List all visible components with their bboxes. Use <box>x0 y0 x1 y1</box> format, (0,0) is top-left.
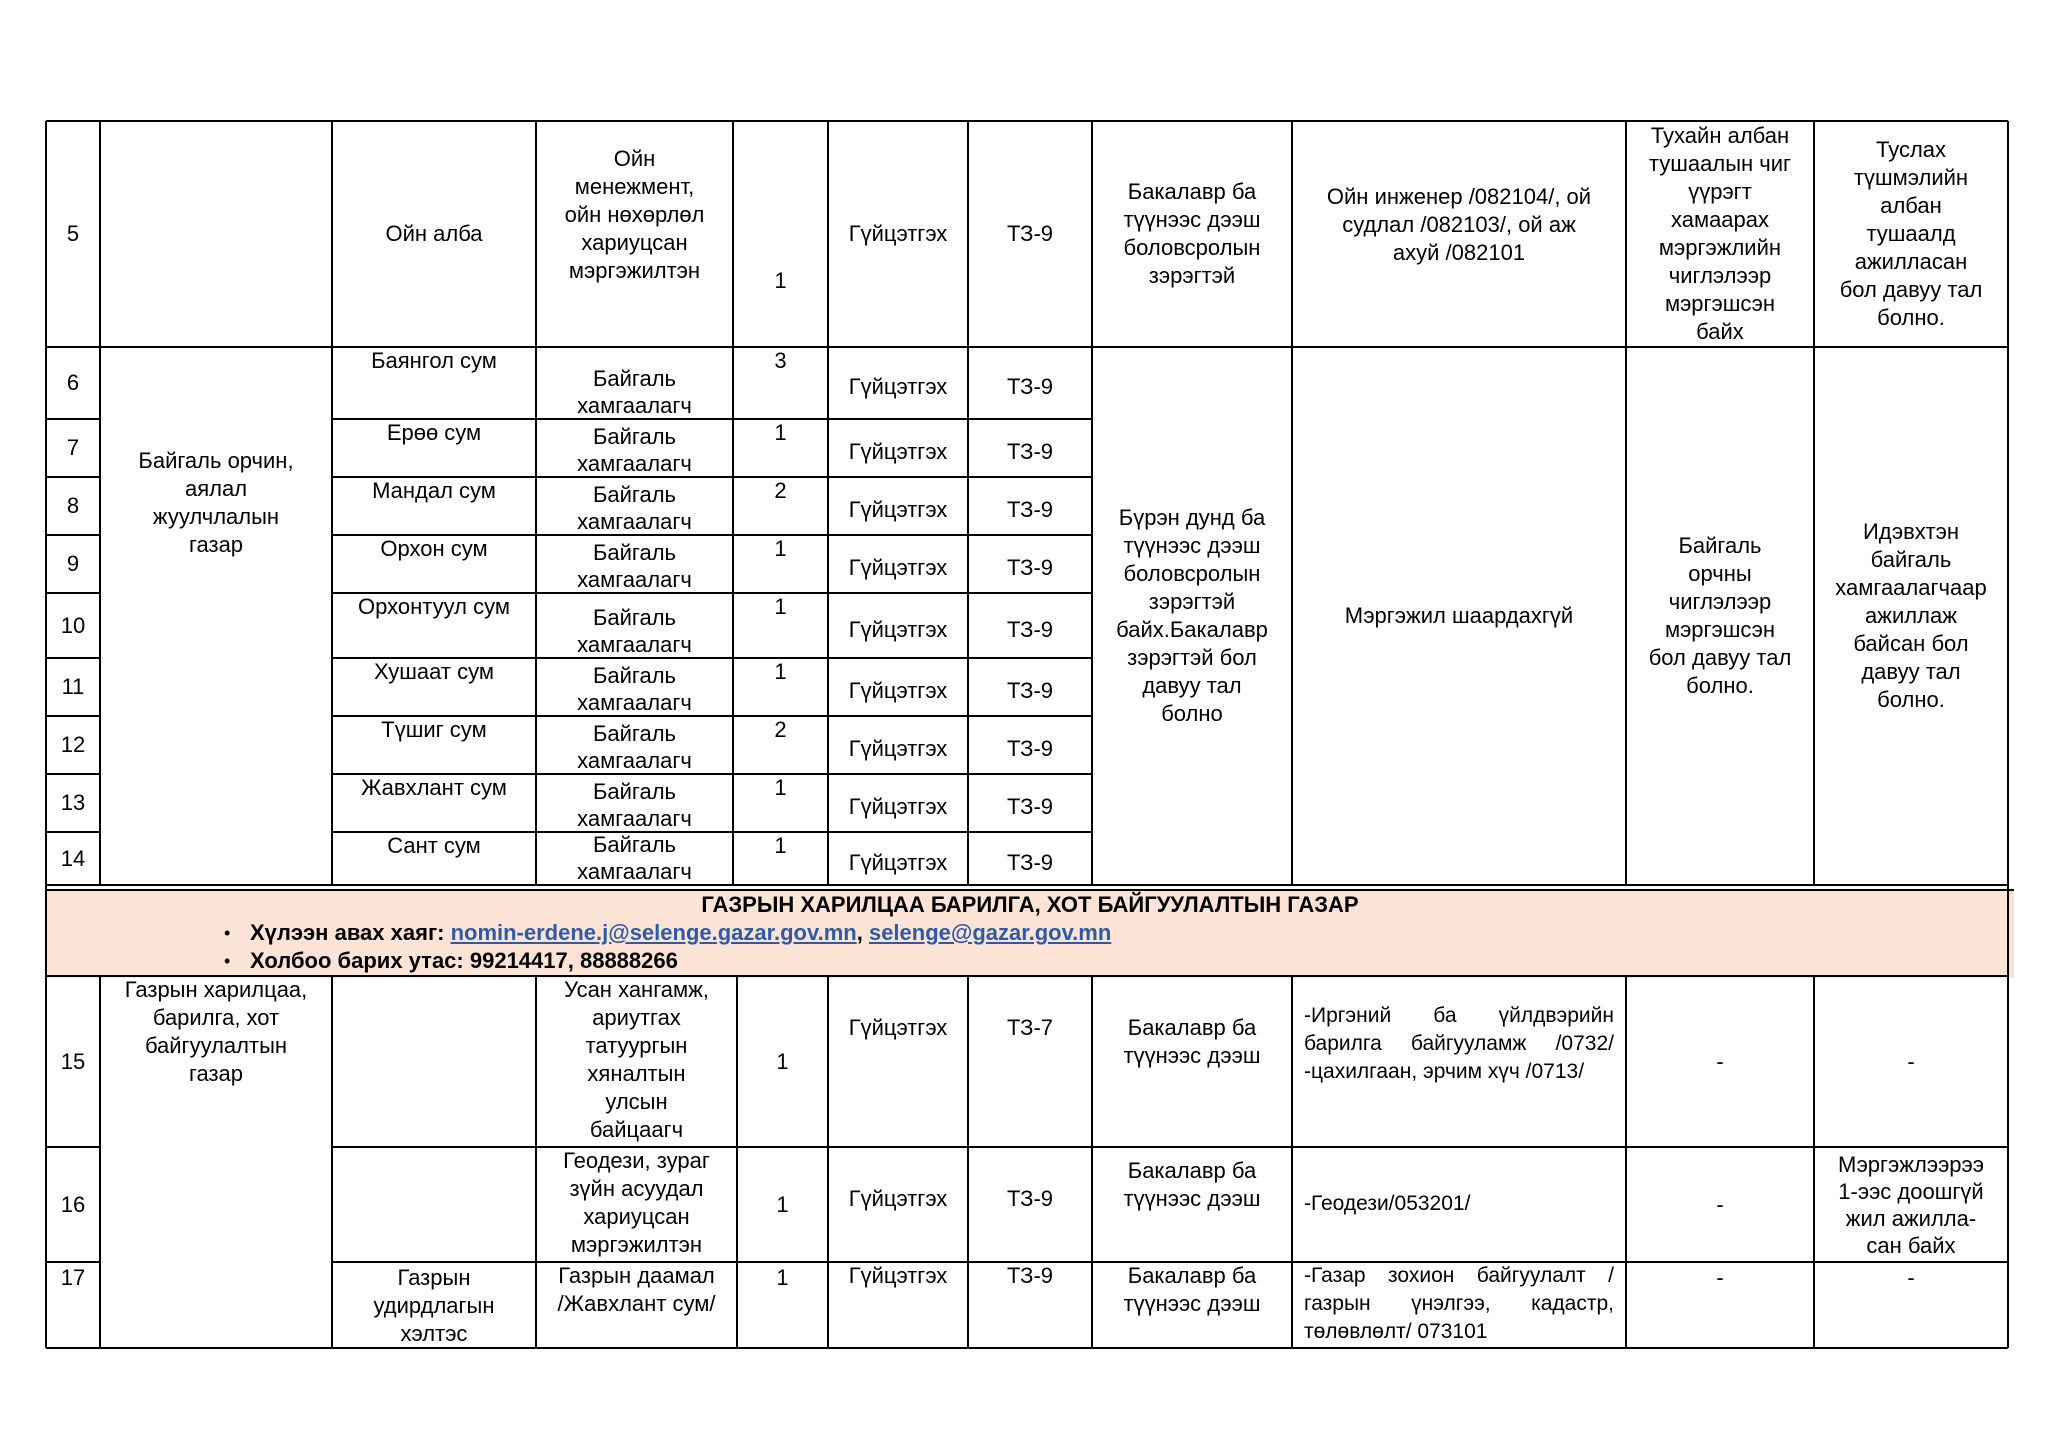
unit-name: Сант сум <box>387 833 481 858</box>
unit-name: Ойн алба <box>385 221 483 246</box>
department-name: Байгаль орчин, аялал жуулчлалын газар <box>138 448 294 557</box>
position-count: 1 <box>774 659 787 684</box>
row-number: 5 <box>66 221 80 246</box>
experience-requirement: - <box>1716 1265 1724 1290</box>
position-rank: ТЗ-9 <box>1006 555 1054 580</box>
unit-name: Баянгол сум <box>371 348 497 373</box>
position-title: Газрын даамал /Жавхлант сум/ <box>557 1263 716 1316</box>
other-requirement: Туслах түшмэлийн албан тушаалд ажилласан бол давуу тал болно. <box>1839 137 1983 330</box>
other-requirement: Мэргэжлээрээ 1-ээс доошгүй жил ажилла- сан байх <box>1838 1151 1984 1258</box>
position-rank: ТЗ-9 <box>1006 616 1054 642</box>
position-count: 1 <box>774 833 787 858</box>
profession-requirement: -Иргэний ба үйлдвэрийн барилга байгууламж /0732/ -цахилгаан, эрчим хүч /0713/ <box>1304 1004 1614 1083</box>
bullet-icon: • <box>224 951 231 971</box>
email-link-secondary[interactable]: selenge@gazar.gov.mn <box>868 920 1112 945</box>
position-count: 1 <box>774 536 787 561</box>
position-count: 3 <box>774 348 787 373</box>
position-type: Гүйцэтгэх <box>848 497 948 522</box>
row-number: 10 <box>60 612 86 638</box>
education-requirement: Бүрэн дунд ба түүнээс дээш боловсролын зэрэгтэй байх.Бакалавр зэрэгтэй бол давуу тал болно <box>1116 505 1268 726</box>
position-count: 1 <box>774 594 787 619</box>
position-title: Байгаль хамгаалагч <box>577 605 692 657</box>
position-title: Байгаль хамгаалагч <box>577 779 692 831</box>
position-type: Гүйцэтгэх <box>848 555 948 580</box>
row-number: 15 <box>60 1048 86 1074</box>
row-number: 16 <box>60 1191 86 1217</box>
unit-name: Хушаат сум <box>374 659 494 684</box>
education-requirement: Бакалавр ба түүнээс дээш <box>1123 1015 1261 1068</box>
position-rank: ТЗ-9 <box>1006 736 1054 761</box>
unit-name: Түшиг сум <box>381 717 487 742</box>
position-title: Байгаль хамгаалагч <box>577 832 692 884</box>
position-count: 2 <box>774 478 787 503</box>
education-requirement: Бакалавр ба түүнээс дээш боловсролын зэрэгтэй <box>1123 179 1261 288</box>
education-requirement: Бакалавр ба түүнээс дээш <box>1123 1263 1261 1316</box>
position-rank: ТЗ-7 <box>1006 1015 1054 1040</box>
row-number: 7 <box>66 435 80 460</box>
position-type: Гүйцэтгэх <box>848 616 948 642</box>
row-number: 6 <box>66 370 80 395</box>
position-rank: ТЗ-9 <box>1006 221 1054 246</box>
position-type: Гүйцэтгэх <box>848 849 948 875</box>
position-title: Байгаль хамгаалагч <box>577 663 692 715</box>
unit-name: Орхонтуул сум <box>358 594 510 619</box>
position-count: 1 <box>774 268 787 293</box>
position-rank: ТЗ-9 <box>1006 374 1054 399</box>
unit-name: Жавхлант сум <box>361 775 507 800</box>
position-title: Ойн менежмент, ойн нөхөрлөл хариуцсан мэргэжилтэн <box>564 146 705 283</box>
position-type: Гүйцэтгэх <box>848 1186 948 1211</box>
row-number: 11 <box>61 674 85 699</box>
profession-requirement: -Геодези/053201/ <box>1304 1191 1471 1215</box>
position-title: Байгаль хамгаалагч <box>577 482 692 534</box>
other-requirement: Идэвхтэн байгаль хамгаалагчаар ажиллаж байсан бол давуу тал болно. <box>1835 519 1987 712</box>
experience-requirement: - <box>1716 1048 1724 1074</box>
unit-name: Мандал сум <box>372 478 496 503</box>
position-rank: ТЗ-9 <box>1006 849 1054 875</box>
position-type: Гүйцэтгэх <box>848 439 948 464</box>
phone-line: Холбоо барих утас: 99214417, 88888266 <box>250 948 678 973</box>
position-count: 1 <box>776 1265 789 1290</box>
position-title: Усан хангамж, ариутгах татуургын хяналтын улсын байцаагч <box>564 977 709 1142</box>
position-count: 1 <box>776 1191 789 1217</box>
position-title: Байгаль хамгаалагч <box>577 540 692 592</box>
position-rank: ТЗ-9 <box>1006 439 1054 464</box>
education-requirement: Бакалавр ба түүнээс дээш <box>1123 1158 1261 1211</box>
unit-name: Газрын удирдлагын хэлтэс <box>373 1265 495 1346</box>
row-number: 12 <box>60 732 86 757</box>
profession-requirement: Ойн инженер /082104/, ой судлал /082103/, ой аж ахуй /082101 <box>1326 184 1592 265</box>
position-rank: ТЗ-9 <box>1006 1186 1054 1211</box>
bullet-icon: • <box>224 923 231 943</box>
position-type: Гүйцэтгэх <box>848 1263 948 1288</box>
position-rank: ТЗ-9 <box>1006 678 1054 703</box>
position-type: Гүйцэтгэх <box>848 374 948 399</box>
position-title: Геодези, зураг зүйн асуудал хариуцсан мэргэжилтэн <box>563 1148 710 1257</box>
address-label: Хүлээн авах хаяг: <box>250 920 445 945</box>
position-rank: ТЗ-9 <box>1006 794 1054 819</box>
row-number: 8 <box>66 493 80 518</box>
row-number: 13 <box>60 790 86 815</box>
position-type: Гүйцэтгэх <box>848 678 948 703</box>
position-title: Байгаль хамгаалагч <box>577 366 692 418</box>
profession-requirement: Мэргэжил шаардахгүй <box>1344 603 1574 628</box>
position-type: Гүйцэтгэх <box>848 736 948 761</box>
other-requirement: - <box>1907 1048 1915 1074</box>
section-title: ГАЗРЫН ХАРИЛЦАА БАРИЛГА, ХОТ БАЙГУУЛАЛТЫН ГАЗАР <box>701 892 1359 917</box>
other-requirement: - <box>1907 1265 1915 1290</box>
position-type: Гүйцэтгэх <box>848 1015 948 1040</box>
position-count: 1 <box>776 1048 789 1074</box>
position-rank: ТЗ-9 <box>1006 497 1054 522</box>
position-type: Гүйцэтгэх <box>848 794 948 819</box>
position-count: 1 <box>774 775 787 800</box>
email-link-primary[interactable]: nomin-erdene.j@selenge.gazar.gov.mn <box>450 920 857 945</box>
experience-requirement: - <box>1716 1191 1724 1217</box>
position-type: Гүйцэтгэх <box>848 221 948 246</box>
profession-requirement: -Газар зохион байгуулалт / газрын үнэлгээ, кадастр, төлөвлөлт/ 073101 <box>1304 1264 1614 1343</box>
unit-name: Орхон сум <box>380 536 488 561</box>
experience-requirement: Байгаль орчны чиглэлээр мэргэшсэн бол давуу тал болно. <box>1648 533 1792 698</box>
row-number: 17 <box>60 1265 86 1290</box>
row-number: 9 <box>66 551 80 576</box>
unit-name: Ерөө сум <box>386 420 482 445</box>
row-number: 14 <box>60 845 86 871</box>
experience-requirement: Тухайн албан тушаалын чиг үүрэгт хамаарах мэргэжлийн чиглэлээр мэргэшсэн байх <box>1648 123 1792 344</box>
position-title: Байгаль хамгаалагч <box>577 721 692 773</box>
department-name: Газрын харилцаа, барилга, хот байгуулалтын газар <box>124 977 308 1086</box>
position-count: 1 <box>774 420 787 445</box>
email-separator: , <box>856 920 863 945</box>
position-count: 2 <box>774 717 787 742</box>
position-rank: ТЗ-9 <box>1006 1263 1054 1288</box>
position-title: Байгаль хамгаалагч <box>577 424 692 476</box>
